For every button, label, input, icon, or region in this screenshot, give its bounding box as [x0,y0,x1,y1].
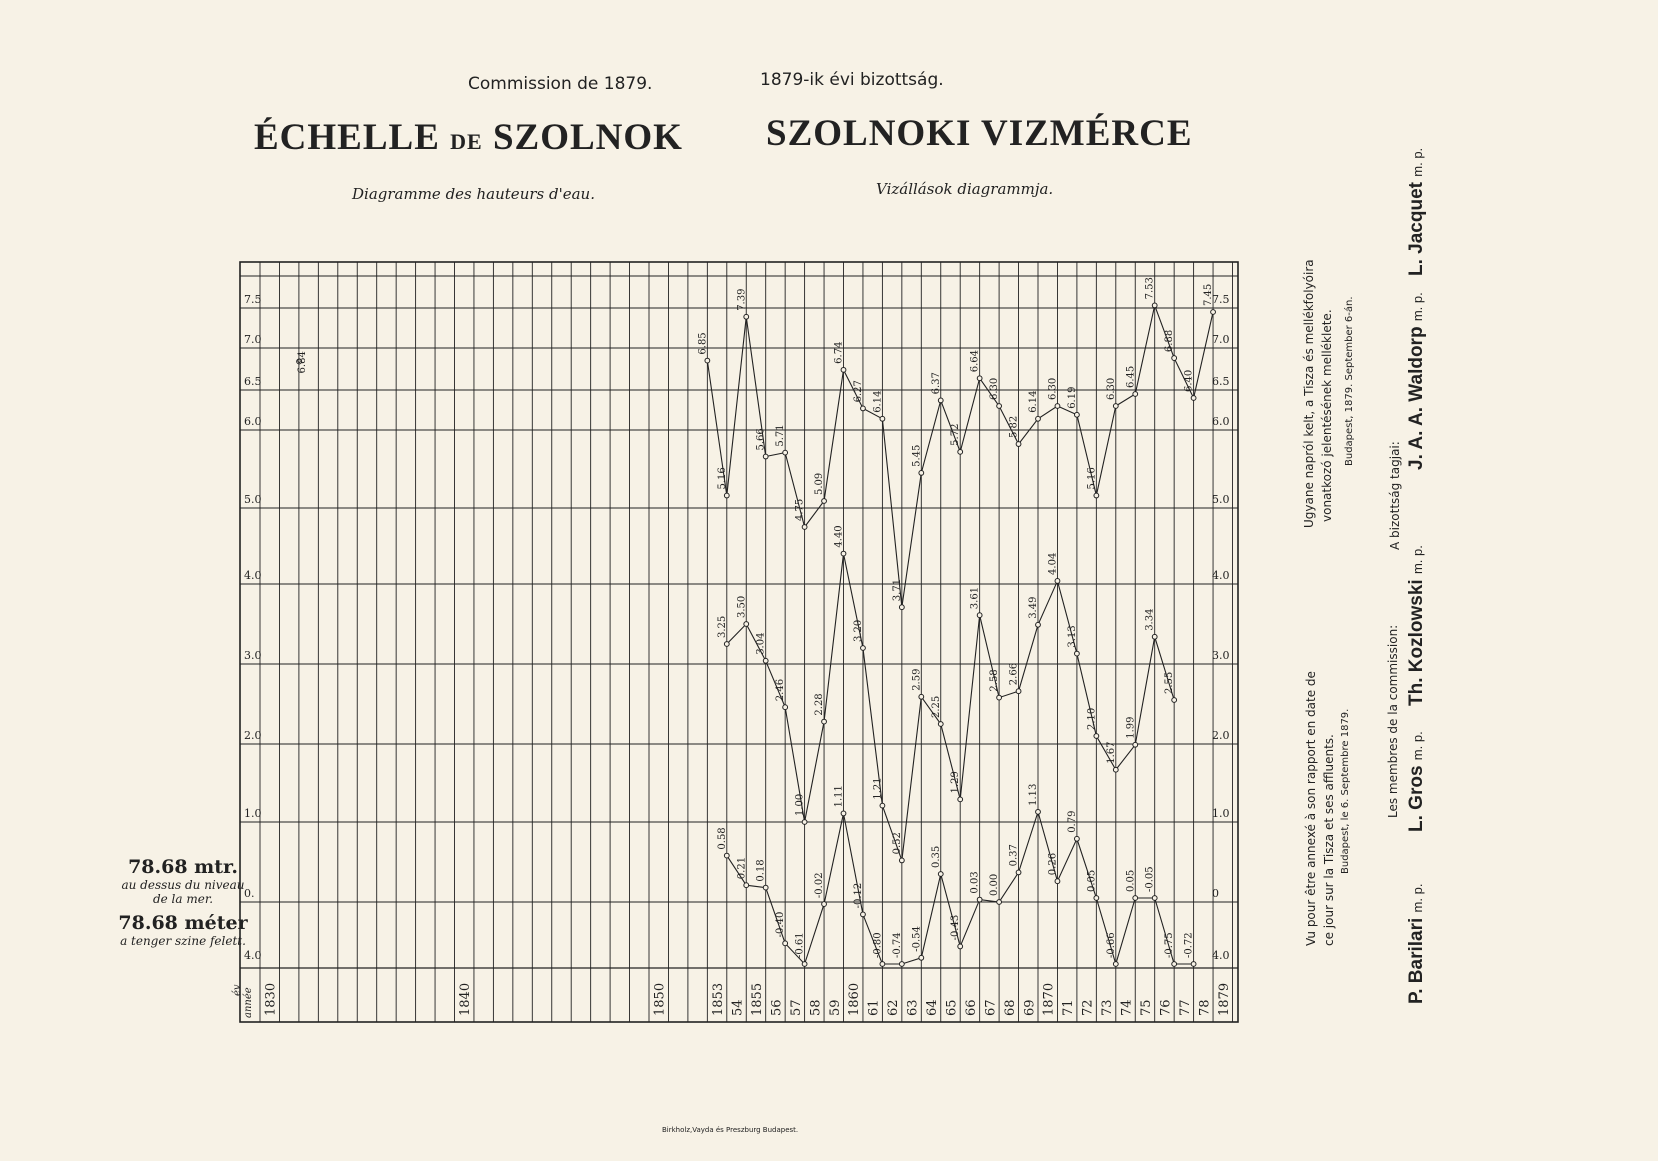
data-point [938,722,943,727]
data-point [899,858,904,863]
data-point [880,416,885,421]
x-tick-label: 68 [1002,999,1018,1016]
data-label: 3.20 [852,619,864,642]
data-point [958,944,963,949]
data-point [1036,809,1041,814]
data-point [763,454,768,459]
subtitle-french: Diagramme des hauteurs d'eau. [352,185,595,203]
member-jacquet [1406,148,1428,276]
data-point [763,658,768,663]
data-label: 6.64 [969,349,981,373]
data-label: 6.88 [1164,329,1176,353]
data-label: 6.30 [989,377,1001,400]
right-tick-label: 5.0 [1212,493,1230,506]
data-point [1094,896,1099,901]
member-barilari-name: P. Barilari [1406,917,1427,1004]
left-tick-label: 2.0 [244,729,262,742]
data-label: 5.16 [1086,467,1098,490]
data-label: 0.35 [930,845,942,868]
data-label: 6.27 [852,380,864,403]
data-point [1055,879,1060,884]
data-point [802,525,807,530]
data-point [997,404,1002,409]
data-label: 0.00 [989,873,1001,896]
right-tick-label: 3.0 [1212,649,1230,662]
data-label: 5.09 [814,472,826,495]
data-label: 6.30 [1105,377,1117,400]
data-label: 4.40 [833,525,845,548]
data-point [977,613,982,618]
right-tick-label: 4.0 [1212,949,1230,962]
x-tick-label: 1830 [263,982,279,1016]
data-label: 3.34 [1144,608,1156,631]
data-point [861,646,866,651]
member-jacquet-name: L. Jacquet [1406,182,1427,276]
data-label: -0.66 [1105,932,1117,958]
data-label: -0.80 [872,932,884,958]
data-label: 0.18 [755,859,767,882]
data-label: 0.37 [1008,844,1020,867]
data-point [783,705,788,710]
altitude-value-fr: 78.68 mtr. [128,856,238,878]
left-tick-label: 1.0 [244,807,262,820]
data-label: 6.30 [1047,377,1059,400]
data-point [705,358,710,363]
altitude-note [118,856,248,948]
data-label: -0.75 [1164,932,1176,958]
left-tick-label: 7.0 [244,333,262,346]
annex-date-hu: Budapest, 1879. September 6-án. [1344,296,1355,466]
x-tick-label: 69 [1022,999,1038,1016]
data-label: 1.99 [1125,716,1137,739]
data-label: 3.13 [1066,625,1078,648]
data-label: -0.12 [852,882,864,909]
data-point [1172,356,1177,361]
x-tick-label: 71 [1061,999,1077,1016]
data-point [1152,634,1157,639]
data-label: -0.72 [1183,932,1195,958]
data-point [1152,896,1157,901]
data-point [763,885,768,890]
data-label: 2.55 [1164,671,1176,694]
data-label: 5.82 [1008,415,1020,439]
data-point [1152,303,1157,308]
member-gros [1406,731,1428,832]
left-tick-label: 7.5 [244,293,262,306]
data-point [1075,836,1080,841]
data-point [938,872,943,877]
data-point [1094,734,1099,739]
data-point [1075,651,1080,656]
data-point [1036,622,1041,627]
data-label: 1.21 [872,777,884,800]
x-tick-label: 54 [730,999,746,1016]
data-point [744,622,749,627]
data-point [822,902,827,907]
data-label: 2.66 [1008,662,1020,686]
altitude-text-fr-1: au dessus du niveau [121,878,245,892]
data-point [919,471,924,476]
data-point [1113,404,1118,409]
data-label: 3.71 [891,578,903,602]
annex-note-hu-2: vonatkozó jelentésének melléklete. [1320,309,1334,522]
x-tick-label: 59 [827,999,843,1016]
members-label-hu: A bizottság tagjai: [1388,441,1402,550]
data-point [724,493,729,498]
data-point [1016,442,1021,447]
title-hungarian: SZOLNOKI VIZMÉRCE [766,113,1193,154]
data-label: 1.00 [794,793,806,816]
data-point [1113,767,1118,772]
data-label: 0.58 [716,827,728,850]
x-tick-label: 56 [769,999,785,1016]
data-label: 6.84 [297,351,309,374]
data-point [1016,689,1021,694]
data-label: 5.45 [911,444,923,467]
data-label: 0.21 [736,856,748,880]
data-point [919,694,924,699]
data-label: 7.39 [736,288,748,311]
right-tick-label: 4.0 [1212,569,1230,582]
data-point [1055,404,1060,409]
data-point [724,642,729,647]
x-tick-label: 1879 [1216,982,1232,1016]
data-point [997,695,1002,700]
data-label: 3.61 [969,586,981,610]
data-label: 6.14 [872,390,884,413]
x-tick-label: 73 [1100,999,1116,1016]
data-label: 7.45 [1203,283,1215,306]
data-point [841,811,846,816]
data-point [1133,742,1138,747]
data-label: 1.11 [833,785,845,808]
right-tick-label: 6.0 [1212,415,1230,428]
annex-date-fr: Budapest, le 6. Septembre 1879. [1340,708,1351,874]
title-french-de: DE [450,129,483,154]
right-tick-label: 1.0 [1212,807,1230,820]
member-kozlowski [1406,545,1428,706]
data-label: 3.49 [1028,596,1039,619]
right-tick-label: 2.0 [1212,729,1230,742]
data-label: 1.67 [1105,741,1117,764]
data-point [1191,396,1196,401]
data-point [783,450,788,455]
year-header-label: année [243,987,254,1018]
data-point [841,551,846,556]
left-tick-label: 6.5 [244,375,262,388]
data-label: 6.37 [930,372,942,395]
member-gros-mp: m. p. [1410,731,1425,761]
left-tick-label: 5.0 [244,493,262,506]
data-label: -0.02 [814,872,826,899]
member-kozlowski-mp: m. p. [1410,545,1425,575]
data-point [1133,896,1138,901]
x-tick-label: 66 [963,999,979,1016]
data-label: 3.25 [716,615,728,638]
data-label: 4.75 [794,498,806,521]
data-point [822,499,827,504]
member-gros-name: L. Gros [1406,765,1427,832]
data-label: 2.10 [1086,707,1098,730]
x-tick-label: 78 [1197,999,1213,1016]
data-point [1055,579,1060,584]
members-label-fr: Les membres de la commission: [1386,624,1400,818]
data-point [1016,870,1021,875]
title-french-c: SZOLNOK [482,117,683,158]
x-tick-label: 75 [1138,999,1154,1016]
data-label: 1.13 [1028,783,1039,806]
left-tick-label: 4.0 [244,569,262,582]
data-label: 6.14 [1028,390,1039,413]
altitude-text-fr-2: de la mer. [152,892,214,906]
x-tick-label: 1840 [458,982,474,1016]
data-label: 5.71 [775,424,787,447]
data-point [802,962,807,967]
data-point [1211,310,1216,315]
right-tick-label: 0 [1212,887,1219,900]
data-label: 5.66 [755,428,767,451]
year-header-label-hu: év [232,984,243,996]
data-point [1113,962,1118,967]
annex-note-hu-1: Ugyane napról kelt, a Tisza és mellékfolyóira [1302,259,1316,528]
data-point [802,820,807,825]
plot-frame [240,262,1238,1022]
member-kozlowski-name: Th. Kozlowski [1406,579,1427,706]
x-tick-label: 57 [788,999,804,1016]
data-label: 0.26 [1047,852,1059,876]
data-label: 0.05 [1086,869,1098,892]
data-label: 2.25 [930,695,942,718]
data-label: 3.50 [736,595,748,618]
data-point [841,367,846,372]
bizottsag-label: 1879-ik évi bizottság. [760,70,944,90]
data-label: 0.52 [891,832,903,855]
data-point [977,897,982,902]
member-waldorp-name: J. A. A. Waldorp [1406,326,1427,470]
x-tick-label: 1853 [711,982,727,1016]
x-tick-label: 63 [905,999,921,1016]
left-tick-label: 6.0 [244,415,262,428]
data-point [822,719,827,724]
data-point [899,605,904,610]
data-point [1191,962,1196,967]
annex-note-fr-2: ce jour sur la Tisza et ses affluents. [1322,734,1336,946]
data-point [1172,698,1177,703]
data-point [744,314,749,319]
data-point [958,449,963,454]
x-tick-label: 76 [1158,999,1174,1016]
data-point [880,962,885,967]
data-point [958,797,963,802]
data-point [1133,392,1138,397]
data-label: 2.58 [989,669,1001,692]
data-label: 3.04 [755,632,767,655]
x-tick-label: 65 [944,999,960,1016]
data-point [1036,416,1041,421]
data-label: -0.05 [1144,866,1156,892]
data-point [744,883,749,888]
subtitle-hungarian: Vizállások diagrammja. [876,180,1054,198]
data-label: 0.03 [969,871,981,894]
x-tick-label: 64 [925,999,941,1016]
data-label: 1.29 [950,771,962,794]
x-tick-label: 61 [866,999,882,1016]
data-label: 6.85 [697,332,709,355]
data-label: 5.72 [950,423,962,446]
x-tick-label: 58 [808,999,824,1016]
data-label: 4.04 [1047,552,1059,575]
data-label: 5.16 [716,467,728,490]
right-tick-label: 7.5 [1212,293,1230,306]
data-label: 6.45 [1125,365,1137,388]
data-point [919,955,924,960]
data-label: -0.74 [891,932,903,958]
altitude-text-hu: a tenger szine felett. [120,934,246,948]
altitude-value-hu: 78.68 méter [118,912,248,934]
member-jacquet-mp: m. p. [1410,147,1425,177]
left-tick-label: 4.0 [244,949,262,962]
printer-credit: Birkholz,Vayda és Preszburg Budapest. [662,1126,799,1134]
data-label: 0.79 [1066,810,1078,833]
data-point [783,941,788,946]
x-tick-label: 1850 [652,982,668,1016]
data-label: 0.05 [1125,869,1137,892]
x-tick-label: 72 [1080,999,1096,1016]
member-barilari-mp: m. p. [1410,883,1425,913]
member-waldorp-mp: m. p. [1410,292,1425,322]
data-point [938,398,943,403]
data-label: 2.59 [911,668,923,691]
x-tick-label: 67 [983,999,999,1016]
data-label: 7.53 [1144,277,1156,300]
data-point [861,912,866,917]
x-tick-label: 62 [886,999,902,1016]
data-point [1172,962,1177,967]
x-tick-label: 74 [1119,999,1135,1016]
commission-label: Commission de 1879. [468,74,653,94]
data-label: 6.40 [1183,369,1195,392]
left-tick-label: 3.0 [244,649,262,662]
member-barilari [1406,884,1428,1004]
left-tick-label: 0. [244,887,255,900]
right-tick-label: 7.0 [1212,333,1230,346]
data-label: -0.43 [950,914,962,941]
data-label: 2.28 [814,693,826,716]
data-label: -0.54 [911,926,923,952]
annex-note-fr-1: Vu pour être annexé à son rapport en date de [1304,671,1318,946]
data-point [977,376,982,381]
data-point [1075,412,1080,417]
data-label: 6.19 [1066,386,1078,409]
data-label: 2.46 [775,678,787,702]
member-waldorp [1406,292,1428,470]
x-tick-label: 1870 [1041,982,1057,1016]
data-point [899,962,904,967]
data-label: -0.61 [794,932,806,958]
data-point [1094,493,1099,498]
data-label: -0.40 [775,911,787,938]
data-point [997,900,1002,905]
x-tick-label: 77 [1177,999,1193,1016]
title-french-a: ÉCHELLE [254,117,451,158]
right-tick-label: 6.5 [1212,375,1230,388]
data-point [861,406,866,411]
data-label: 6.74 [833,341,845,364]
data-point [724,853,729,858]
x-tick-label: 1855 [749,982,765,1016]
x-tick-label: 1860 [847,982,863,1016]
data-point [880,803,885,808]
